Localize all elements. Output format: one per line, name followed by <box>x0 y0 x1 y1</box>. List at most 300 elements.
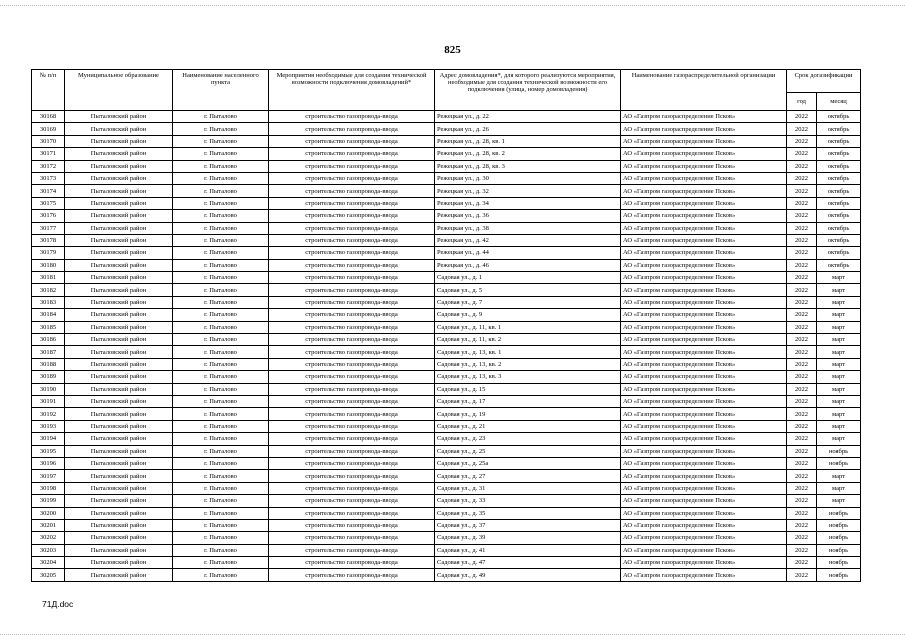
table-row <box>32 519 861 531</box>
cell-municipality: Пыталовский район <box>65 111 173 123</box>
cell-year: 2022 <box>787 210 817 222</box>
table-row <box>32 395 861 407</box>
cell-num: 30202 <box>32 532 65 544</box>
cell-month: март <box>817 358 861 370</box>
cell-activity: строительство газопровода-ввода <box>269 519 435 531</box>
cell-num: 30173 <box>32 172 65 184</box>
table-row <box>32 569 861 581</box>
cell-month: октябрь <box>817 234 861 246</box>
table-row <box>32 197 861 209</box>
cell-municipality: Пыталовский район <box>65 234 173 246</box>
cell-address: Садовая ул., д. 15 <box>435 383 621 395</box>
cell-year: 2022 <box>787 346 817 358</box>
table-row <box>32 557 861 569</box>
cell-num: 30175 <box>32 197 65 209</box>
scan-edge-bottom <box>0 634 905 635</box>
cell-num: 30191 <box>32 395 65 407</box>
table-row <box>32 532 861 544</box>
cell-activity: строительство газопровода-ввода <box>269 544 435 556</box>
cell-organization: АО «Газпром газораспределение Псков» <box>621 197 787 209</box>
cell-address: Садовая ул., д. 37 <box>435 519 621 531</box>
cell-month: март <box>817 334 861 346</box>
cell-num: 30200 <box>32 507 65 519</box>
cell-activity: строительство газопровода-ввода <box>269 557 435 569</box>
cell-locality: г. Пыталово <box>173 433 269 445</box>
cell-address: Садовая ул., д. 47 <box>435 557 621 569</box>
cell-activity: строительство газопровода-ввода <box>269 197 435 209</box>
cell-organization: АО «Газпром газораспределение Псков» <box>621 222 787 234</box>
cell-activity: строительство газопровода-ввода <box>269 321 435 333</box>
cell-municipality: Пыталовский район <box>65 148 173 160</box>
cell-address: Садовая ул., д. 27 <box>435 470 621 482</box>
cell-num: 30183 <box>32 296 65 308</box>
cell-month: март <box>817 296 861 308</box>
cell-locality: г. Пыталово <box>173 272 269 284</box>
cell-month: октябрь <box>817 172 861 184</box>
cell-month: ноябрь <box>817 532 861 544</box>
table-row <box>32 495 861 507</box>
cell-activity: строительство газопровода-ввода <box>269 507 435 519</box>
cell-activity: строительство газопровода-ввода <box>269 482 435 494</box>
cell-organization: АО «Газпром газораспределение Псков» <box>621 433 787 445</box>
cell-organization: АО «Газпром газораспределение Псков» <box>621 408 787 420</box>
table-row <box>32 408 861 420</box>
cell-month: март <box>817 272 861 284</box>
cell-municipality: Пыталовский район <box>65 383 173 395</box>
cell-organization: АО «Газпром газораспределение Псков» <box>621 123 787 135</box>
cell-num: 30196 <box>32 457 65 469</box>
cell-num: 30199 <box>32 495 65 507</box>
cell-month: октябрь <box>817 222 861 234</box>
cell-num: 30186 <box>32 334 65 346</box>
cell-num: 30197 <box>32 470 65 482</box>
cell-month: март <box>817 408 861 420</box>
cell-organization: АО «Газпром газораспределение Псков» <box>621 482 787 494</box>
cell-month: октябрь <box>817 111 861 123</box>
cell-num: 30184 <box>32 309 65 321</box>
cell-activity: строительство газопровода-ввода <box>269 172 435 184</box>
cell-address: Садовая ул., д. 1 <box>435 272 621 284</box>
cell-year: 2022 <box>787 358 817 370</box>
cell-locality: г. Пыталово <box>173 111 269 123</box>
cell-activity: строительство газопровода-ввода <box>269 259 435 271</box>
cell-month: ноябрь <box>817 457 861 469</box>
cell-municipality: Пыталовский район <box>65 371 173 383</box>
cell-year: 2022 <box>787 148 817 160</box>
cell-year: 2022 <box>787 284 817 296</box>
cell-activity: строительство газопровода-ввода <box>269 408 435 420</box>
cell-municipality: Пыталовский район <box>65 482 173 494</box>
cell-address: Садовая ул., д. 19 <box>435 408 621 420</box>
cell-locality: г. Пыталово <box>173 470 269 482</box>
cell-municipality: Пыталовский район <box>65 284 173 296</box>
cell-month: март <box>817 309 861 321</box>
cell-month: ноябрь <box>817 544 861 556</box>
cell-locality: г. Пыталово <box>173 482 269 494</box>
cell-year: 2022 <box>787 557 817 569</box>
cell-month: октябрь <box>817 135 861 147</box>
cell-num: 30179 <box>32 247 65 259</box>
cell-organization: АО «Газпром газораспределение Псков» <box>621 383 787 395</box>
cell-organization: АО «Газпром газораспределение Псков» <box>621 495 787 507</box>
cell-activity: строительство газопровода-ввода <box>269 457 435 469</box>
header-num: № п/п <box>32 70 65 111</box>
cell-organization: АО «Газпром газораспределение Псков» <box>621 420 787 432</box>
cell-month: март <box>817 383 861 395</box>
cell-municipality: Пыталовский район <box>65 272 173 284</box>
cell-municipality: Пыталовский район <box>65 457 173 469</box>
cell-month: март <box>817 321 861 333</box>
cell-year: 2022 <box>787 544 817 556</box>
cell-month: март <box>817 346 861 358</box>
table-row <box>32 222 861 234</box>
cell-address: Режецкая ул., д. 32 <box>435 185 621 197</box>
cell-municipality: Пыталовский район <box>65 470 173 482</box>
cell-year: 2022 <box>787 247 817 259</box>
table-row <box>32 309 861 321</box>
cell-locality: г. Пыталово <box>173 296 269 308</box>
cell-activity: строительство газопровода-ввода <box>269 185 435 197</box>
header-address: Адрес домовладения*, для которого реализуются мероприятия, необходимые для создания технической возможности его подключения (улица, номер домовладения) <box>435 70 621 111</box>
cell-year: 2022 <box>787 309 817 321</box>
cell-locality: г. Пыталово <box>173 557 269 569</box>
cell-month: март <box>817 395 861 407</box>
cell-organization: АО «Газпром газораспределение Псков» <box>621 135 787 147</box>
cell-municipality: Пыталовский район <box>65 433 173 445</box>
cell-num: 30187 <box>32 346 65 358</box>
table-row <box>32 247 861 259</box>
cell-activity: строительство газопровода-ввода <box>269 309 435 321</box>
cell-address: Режецкая ул., д. 36 <box>435 210 621 222</box>
table-row <box>32 470 861 482</box>
cell-municipality: Пыталовский район <box>65 532 173 544</box>
cell-activity: строительство газопровода-ввода <box>269 148 435 160</box>
cell-month: март <box>817 371 861 383</box>
cell-address: Садовая ул., д. 17 <box>435 395 621 407</box>
cell-locality: г. Пыталово <box>173 321 269 333</box>
cell-organization: АО «Газпром газораспределение Псков» <box>621 210 787 222</box>
cell-num: 30176 <box>32 210 65 222</box>
cell-organization: АО «Газпром газораспределение Псков» <box>621 557 787 569</box>
header-organization: Наименование газораспределительной организации <box>621 70 787 111</box>
cell-municipality: Пыталовский район <box>65 247 173 259</box>
cell-num: 30168 <box>32 111 65 123</box>
cell-year: 2022 <box>787 135 817 147</box>
cell-address: Садовая ул., д. 7 <box>435 296 621 308</box>
cell-year: 2022 <box>787 172 817 184</box>
cell-address: Садовая ул., д. 41 <box>435 544 621 556</box>
cell-month: март <box>817 420 861 432</box>
cell-organization: АО «Газпром газораспределение Псков» <box>621 296 787 308</box>
cell-activity: строительство газопровода-ввода <box>269 334 435 346</box>
cell-address: Режецкая ул., д. 28, кв. 1 <box>435 135 621 147</box>
cell-locality: г. Пыталово <box>173 172 269 184</box>
cell-month: ноябрь <box>817 557 861 569</box>
cell-municipality: Пыталовский район <box>65 358 173 370</box>
cell-organization: АО «Газпром газораспределение Псков» <box>621 334 787 346</box>
cell-organization: АО «Газпром газораспределение Псков» <box>621 321 787 333</box>
document-filename: 71Д.doc <box>42 599 74 609</box>
cell-locality: г. Пыталово <box>173 383 269 395</box>
table-row <box>32 272 861 284</box>
cell-year: 2022 <box>787 185 817 197</box>
cell-month: ноябрь <box>817 507 861 519</box>
cell-num: 30204 <box>32 557 65 569</box>
cell-locality: г. Пыталово <box>173 197 269 209</box>
cell-activity: строительство газопровода-ввода <box>269 433 435 445</box>
cell-address: Режецкая ул., д. 28, кв. 3 <box>435 160 621 172</box>
cell-year: 2022 <box>787 433 817 445</box>
table-row <box>32 296 861 308</box>
cell-activity: строительство газопровода-ввода <box>269 111 435 123</box>
cell-municipality: Пыталовский район <box>65 259 173 271</box>
cell-activity: строительство газопровода-ввода <box>269 495 435 507</box>
cell-address: Садовая ул., д. 39 <box>435 532 621 544</box>
table-row <box>32 507 861 519</box>
cell-organization: АО «Газпром газораспределение Псков» <box>621 457 787 469</box>
cell-year: 2022 <box>787 420 817 432</box>
cell-month: октябрь <box>817 197 861 209</box>
header-deadline: Срок догазификации <box>787 70 861 93</box>
cell-municipality: Пыталовский район <box>65 519 173 531</box>
table-row <box>32 172 861 184</box>
cell-address: Садовая ул., д. 13, кв. 2 <box>435 358 621 370</box>
cell-year: 2022 <box>787 408 817 420</box>
cell-year: 2022 <box>787 371 817 383</box>
cell-organization: АО «Газпром газораспределение Псков» <box>621 172 787 184</box>
cell-activity: строительство газопровода-ввода <box>269 284 435 296</box>
cell-address: Режецкая ул., д. 30 <box>435 172 621 184</box>
cell-year: 2022 <box>787 507 817 519</box>
table-row <box>32 383 861 395</box>
cell-month: октябрь <box>817 123 861 135</box>
cell-municipality: Пыталовский район <box>65 420 173 432</box>
header-activity: Мероприятия необходимые для создания технической возможности подключения домовладений* <box>269 70 435 111</box>
cell-num: 30190 <box>32 383 65 395</box>
table-row <box>32 123 861 135</box>
cell-municipality: Пыталовский район <box>65 135 173 147</box>
cell-address: Садовая ул., д. 25 <box>435 445 621 457</box>
cell-activity: строительство газопровода-ввода <box>269 247 435 259</box>
cell-municipality: Пыталовский район <box>65 309 173 321</box>
cell-locality: г. Пыталово <box>173 234 269 246</box>
cell-year: 2022 <box>787 259 817 271</box>
table-row <box>32 371 861 383</box>
table-header <box>32 70 861 111</box>
cell-year: 2022 <box>787 569 817 581</box>
cell-municipality: Пыталовский район <box>65 495 173 507</box>
cell-year: 2022 <box>787 495 817 507</box>
table-body <box>32 111 861 582</box>
cell-organization: АО «Газпром газораспределение Псков» <box>621 532 787 544</box>
cell-address: Режецкая ул., д. 46 <box>435 259 621 271</box>
cell-organization: АО «Газпром газораспределение Псков» <box>621 160 787 172</box>
cell-month: октябрь <box>817 259 861 271</box>
cell-address: Садовая ул., д. 31 <box>435 482 621 494</box>
cell-address: Садовая ул., д. 23 <box>435 433 621 445</box>
table-row <box>32 321 861 333</box>
cell-locality: г. Пыталово <box>173 544 269 556</box>
cell-address: Садовая ул., д. 25а <box>435 457 621 469</box>
cell-municipality: Пыталовский район <box>65 123 173 135</box>
cell-num: 30182 <box>32 284 65 296</box>
cell-activity: строительство газопровода-ввода <box>269 210 435 222</box>
cell-municipality: Пыталовский район <box>65 321 173 333</box>
cell-address: Садовая ул., д. 5 <box>435 284 621 296</box>
table-row <box>32 346 861 358</box>
cell-locality: г. Пыталово <box>173 420 269 432</box>
cell-organization: АО «Газпром газораспределение Псков» <box>621 185 787 197</box>
header-municipality: Муниципальное образование <box>65 70 173 111</box>
cell-address: Режецкая ул., д. 28, кв. 2 <box>435 148 621 160</box>
cell-organization: АО «Газпром газораспределение Псков» <box>621 470 787 482</box>
cell-address: Садовая ул., д. 11, кв. 2 <box>435 334 621 346</box>
cell-num: 30185 <box>32 321 65 333</box>
cell-municipality: Пыталовский район <box>65 395 173 407</box>
cell-activity: строительство газопровода-ввода <box>269 123 435 135</box>
cell-num: 30194 <box>32 433 65 445</box>
table-row <box>32 420 861 432</box>
cell-num: 30181 <box>32 272 65 284</box>
cell-locality: г. Пыталово <box>173 507 269 519</box>
cell-locality: г. Пыталово <box>173 371 269 383</box>
cell-activity: строительство газопровода-ввода <box>269 420 435 432</box>
cell-municipality: Пыталовский район <box>65 197 173 209</box>
cell-address: Режецкая ул., д. 26 <box>435 123 621 135</box>
cell-organization: АО «Газпром газораспределение Псков» <box>621 395 787 407</box>
table-row <box>32 160 861 172</box>
header-month: месяц <box>817 93 861 111</box>
cell-locality: г. Пыталово <box>173 408 269 420</box>
cell-locality: г. Пыталово <box>173 569 269 581</box>
cell-year: 2022 <box>787 457 817 469</box>
cell-year: 2022 <box>787 222 817 234</box>
cell-activity: строительство газопровода-ввода <box>269 135 435 147</box>
cell-organization: АО «Газпром газораспределение Псков» <box>621 259 787 271</box>
cell-activity: строительство газопровода-ввода <box>269 234 435 246</box>
cell-municipality: Пыталовский район <box>65 222 173 234</box>
cell-month: ноябрь <box>817 569 861 581</box>
cell-organization: АО «Газпром газораспределение Псков» <box>621 309 787 321</box>
cell-month: март <box>817 495 861 507</box>
cell-address: Садовая ул., д. 49 <box>435 569 621 581</box>
cell-municipality: Пыталовский район <box>65 160 173 172</box>
scan-edge-top <box>0 5 905 6</box>
cell-organization: АО «Газпром газораспределение Псков» <box>621 148 787 160</box>
page-number: 825 <box>444 44 461 56</box>
cell-activity: строительство газопровода-ввода <box>269 160 435 172</box>
cell-locality: г. Пыталово <box>173 495 269 507</box>
cell-month: март <box>817 470 861 482</box>
cell-num: 30201 <box>32 519 65 531</box>
cell-municipality: Пыталовский район <box>65 210 173 222</box>
cell-month: март <box>817 482 861 494</box>
cell-num: 30171 <box>32 148 65 160</box>
cell-activity: строительство газопровода-ввода <box>269 569 435 581</box>
cell-organization: АО «Газпром газораспределение Псков» <box>621 544 787 556</box>
cell-month: октябрь <box>817 247 861 259</box>
cell-month: март <box>817 433 861 445</box>
cell-organization: АО «Газпром газораспределение Псков» <box>621 346 787 358</box>
table-row <box>32 234 861 246</box>
cell-year: 2022 <box>787 383 817 395</box>
cell-year: 2022 <box>787 321 817 333</box>
cell-year: 2022 <box>787 532 817 544</box>
table-row <box>32 135 861 147</box>
cell-year: 2022 <box>787 482 817 494</box>
cell-activity: строительство газопровода-ввода <box>269 532 435 544</box>
cell-locality: г. Пыталово <box>173 445 269 457</box>
cell-municipality: Пыталовский район <box>65 296 173 308</box>
cell-organization: АО «Газпром газораспределение Псков» <box>621 569 787 581</box>
cell-municipality: Пыталовский район <box>65 507 173 519</box>
cell-year: 2022 <box>787 197 817 209</box>
table-row <box>32 358 861 370</box>
cell-month: октябрь <box>817 160 861 172</box>
cell-address: Режецкая ул., д. 22 <box>435 111 621 123</box>
cell-num: 30170 <box>32 135 65 147</box>
cell-year: 2022 <box>787 445 817 457</box>
cell-organization: АО «Газпром газораспределение Псков» <box>621 445 787 457</box>
cell-year: 2022 <box>787 334 817 346</box>
cell-organization: АО «Газпром газораспределение Псков» <box>621 234 787 246</box>
cell-municipality: Пыталовский район <box>65 557 173 569</box>
cell-municipality: Пыталовский район <box>65 408 173 420</box>
cell-activity: строительство газопровода-ввода <box>269 395 435 407</box>
cell-year: 2022 <box>787 395 817 407</box>
cell-organization: АО «Газпром газораспределение Псков» <box>621 371 787 383</box>
cell-organization: АО «Газпром газораспределение Псков» <box>621 358 787 370</box>
cell-num: 30195 <box>32 445 65 457</box>
cell-num: 30188 <box>32 358 65 370</box>
cell-locality: г. Пыталово <box>173 259 269 271</box>
cell-locality: г. Пыталово <box>173 334 269 346</box>
cell-month: октябрь <box>817 148 861 160</box>
cell-locality: г. Пыталово <box>173 395 269 407</box>
cell-organization: АО «Газпром газораспределение Псков» <box>621 507 787 519</box>
cell-municipality: Пыталовский район <box>65 172 173 184</box>
cell-municipality: Пыталовский район <box>65 334 173 346</box>
cell-num: 30178 <box>32 234 65 246</box>
cell-year: 2022 <box>787 234 817 246</box>
cell-year: 2022 <box>787 123 817 135</box>
cell-num: 30193 <box>32 420 65 432</box>
table-row <box>32 544 861 556</box>
cell-month: октябрь <box>817 185 861 197</box>
table-row <box>32 457 861 469</box>
cell-locality: г. Пыталово <box>173 358 269 370</box>
cell-locality: г. Пыталово <box>173 519 269 531</box>
cell-organization: АО «Газпром газораспределение Псков» <box>621 272 787 284</box>
cell-activity: строительство газопровода-ввода <box>269 296 435 308</box>
cell-address: Садовая ул., д. 9 <box>435 309 621 321</box>
cell-num: 30203 <box>32 544 65 556</box>
cell-municipality: Пыталовский район <box>65 445 173 457</box>
table-row <box>32 334 861 346</box>
cell-locality: г. Пыталово <box>173 346 269 358</box>
table-row <box>32 259 861 271</box>
cell-activity: строительство газопровода-ввода <box>269 445 435 457</box>
table-row <box>32 482 861 494</box>
table-row <box>32 210 861 222</box>
cell-year: 2022 <box>787 296 817 308</box>
cell-locality: г. Пыталово <box>173 457 269 469</box>
table-row <box>32 111 861 123</box>
table-row <box>32 185 861 197</box>
cell-year: 2022 <box>787 111 817 123</box>
cell-num: 30169 <box>32 123 65 135</box>
cell-month: ноябрь <box>817 519 861 531</box>
